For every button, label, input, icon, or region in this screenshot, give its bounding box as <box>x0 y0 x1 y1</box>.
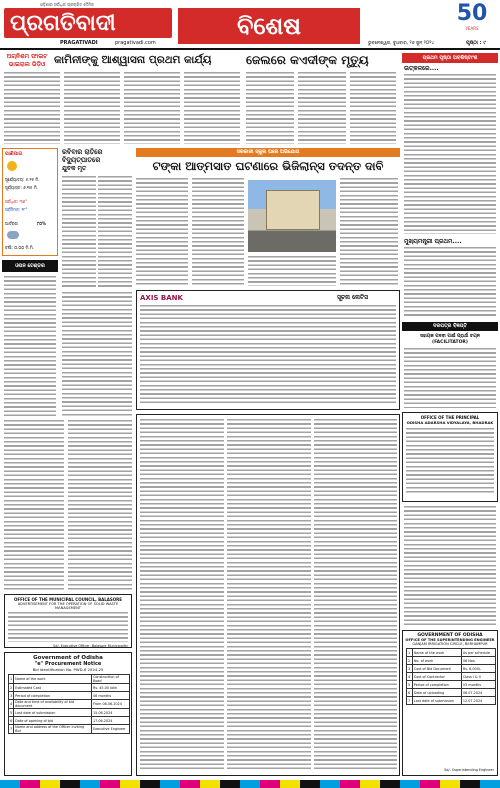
table-row <box>9 692 130 700</box>
masthead-tagline: ଓଡ଼ିଶାର ସର୍ବାଧିକ ପ୍ରଚାରିତ ଦୈନିକ <box>40 2 94 7</box>
humid-label: ଆର୍ଦ୍ରତା <box>5 221 18 226</box>
rain: ବର୍ଷା: ୦.୦୦ ମି.ମି. <box>5 245 34 250</box>
table-cell-n: 5 <box>10 710 13 715</box>
table-cell-n: 6 <box>10 718 13 723</box>
tender-col-3 <box>314 419 397 771</box>
college-notice <box>402 412 498 502</box>
top-left-headline: କାମିନୀଙ୍କୁ ଆଶ୍ୱାସନା ପ୍ରଥମ କାର୍ଯ୍ୟ <box>54 54 212 66</box>
eproc-table <box>8 674 130 734</box>
table-cell-label: Name and address of the Officer Inviting Bid <box>14 725 92 734</box>
table-row <box>9 709 130 717</box>
right-mid-ad <box>404 506 496 626</box>
photo-building <box>266 190 320 230</box>
eproc-notice <box>4 652 132 776</box>
sunrise: ସୂର୍ଯ୍ୟୋଦୟ: ୫.୧୫ ମି. <box>5 177 40 182</box>
table-row <box>9 717 130 725</box>
table-cell-n: 2 <box>407 657 413 665</box>
table-row <box>407 697 496 705</box>
axis-bank-ad <box>136 290 400 410</box>
temp-max: ସର୍ବାଧିକ: ୩୬° <box>5 199 28 204</box>
municipal-sd: Sd/- Executive Officer, Balasore Municipality <box>53 644 128 648</box>
table-cell-val: Rs. 6,000/- <box>461 665 495 673</box>
se-sd: Sd/- Superintending Engineer <box>444 768 494 772</box>
website: pragativadi.com <box>115 40 156 46</box>
table-cell-label: Last date of submission <box>412 697 461 705</box>
left-notice-box <box>2 260 58 272</box>
table-cell-val: 06 Nos. <box>461 657 495 665</box>
center-headline: ଟଙ୍କା ଆତ୍ମସାତ ଘଟଣାରେ ଭିଜିଲାନ୍ସ ତଦନ୍ତ ଦାବି <box>152 159 384 173</box>
color-registration-strip <box>0 780 500 788</box>
table-row <box>407 681 496 689</box>
table-cell-val: From 08.06.2024 <box>91 700 129 709</box>
table-cell-val: 17.06.2024 <box>91 717 129 725</box>
table-cell-val: 15.06.2024 <box>91 709 129 717</box>
college-name: ODISHA ADARSHA VIDYALAYA, BHADRAK <box>406 420 494 425</box>
left-notice-title: ଓପନ ଟେଣ୍ଡର <box>15 263 45 269</box>
table-cell-val: Class I & II <box>461 673 495 681</box>
municipal-sub: ADVERTISEMENT FOR THE OPERATION OF SOLID WASTE MANAGEMENT <box>17 602 119 610</box>
table-cell-label: Cost of Contractor <box>412 673 461 681</box>
table-row <box>9 675 130 684</box>
facilitator-title: ସହାୟକ ପଦବୀ ପାଇଁ ପ୍ରାର୍ଥୀ ଚୟନ (FACILITATOR) <box>420 334 480 345</box>
municipal-notice <box>4 594 132 648</box>
center-kicker-bar <box>136 148 400 157</box>
table-cell-val: Executive Engineer <box>91 725 129 734</box>
sun-icon <box>7 161 17 171</box>
humid-val: ୮୦% <box>37 221 46 226</box>
tender-col-2 <box>227 419 311 771</box>
section-title-box <box>178 8 360 44</box>
se-circle: GANJAM IRRIGATION CIRCLE, BERHAMPUR <box>412 642 488 646</box>
table-cell-n: 7 <box>407 697 413 705</box>
municipal-office: OFFICE OF THE MUNICIPAL COUNCIL, BALASORE <box>14 597 122 602</box>
municipal-body <box>8 612 128 642</box>
divider <box>0 48 500 50</box>
top-left-body-4 <box>184 72 240 144</box>
date-line: ଭୁବନେଶ୍ୱର, ବୁଧବାର, ୨୬ ଜୁନ୍ ୨୦୨୪ <box>368 41 435 46</box>
right-sub-2: ମୁଖ୍ୟମନ୍ତ୍ରୀ ପ୍ରଥମ.... <box>404 238 462 245</box>
axis-bank-body <box>140 305 396 405</box>
logo <box>4 8 172 38</box>
se-table <box>406 648 496 705</box>
anniversary-logo <box>452 2 492 36</box>
table-cell-label: Period of completion <box>412 681 461 689</box>
anniv-number: 50 <box>456 1 488 26</box>
lower-left-col <box>4 420 64 590</box>
table-cell-n: 5 <box>407 681 413 689</box>
center-body-2 <box>192 178 244 286</box>
table-cell-label: Name of the work <box>412 649 461 657</box>
left-story-sub: ଯୁବକ ମୃତ <box>62 165 87 172</box>
top-left-kicker: ଅଗ୍ନିଶମ ଫାଇଟ <box>6 53 48 60</box>
top-mid-body-1 <box>246 72 294 144</box>
top-left-body-1 <box>4 72 60 144</box>
facilitator-body <box>404 348 496 408</box>
center-photo-caption <box>248 256 336 286</box>
tender-col-1 <box>140 419 224 771</box>
top-mid-body-2 <box>298 72 346 144</box>
right-box-header <box>402 53 498 63</box>
right-sub-1: ଉତ୍କଳରେ.... <box>404 65 439 72</box>
table-cell-n: 3 <box>10 693 13 698</box>
table-cell-n: 1 <box>407 649 413 657</box>
right-box-title: ପ୍ରଥମ ପୃଷ୍ଠା ଅବଶିଷ୍ଟାଂଶ <box>422 55 478 61</box>
eproc-title: "e" Procurement Notice <box>34 661 102 667</box>
table-cell-val: 12.07.2024 <box>461 697 495 705</box>
axis-bank-notice-title: ସୂଚନା ନୋଟିସ <box>337 294 368 301</box>
table-cell-val: 03 months <box>461 681 495 689</box>
table-cell-n: 6 <box>407 689 413 697</box>
table-cell-val: 06.07.2024 <box>461 689 495 697</box>
table-cell-n: 2 <box>10 685 13 690</box>
logo-text: ପ୍ରଗତିବାଦୀ <box>10 10 116 36</box>
table-row <box>407 665 496 673</box>
rain-icon <box>7 231 19 239</box>
se-govt: GOVERNMENT OF ODISHA <box>417 633 483 638</box>
table-cell-val: Construction of Road <box>91 675 129 684</box>
weather-box <box>2 148 58 256</box>
table-cell-n: 4 <box>9 700 14 709</box>
weather-title: ପାଣିପାଗ <box>5 151 23 157</box>
center-kicker: ସରକାରୀ ସ୍କୁଲ ଘରେ ଅଭିଯୋଗ <box>236 149 300 155</box>
table-row <box>407 657 496 665</box>
masthead <box>0 0 500 52</box>
logo-sub: PRAGATIVADI <box>60 40 98 46</box>
table-cell-label: Period of completion <box>14 692 92 700</box>
section-title: ବିଶେଷ <box>237 11 301 40</box>
se-office: OFFICE OF THE SUPERINTENDING ENGINEER <box>405 638 495 642</box>
temp-min: ସର୍ବନିମ୍ନ: ୨୮° <box>5 207 28 212</box>
right-ad-title: ଦରପତ୍ର ବିଜ୍ଞପ୍ତି <box>433 323 467 329</box>
left-story-body-2 <box>98 176 132 288</box>
axis-bank-logo: AXIS BANK <box>140 294 183 302</box>
center-body-3 <box>340 178 398 286</box>
top-mid-body-3 <box>350 72 396 144</box>
table-cell-val: As per schedule <box>461 649 495 657</box>
table-cell-label: Date of uploading <box>412 689 461 697</box>
top-left-body-2 <box>64 72 120 144</box>
table-cell-n: 1 <box>9 675 14 684</box>
table-row <box>9 700 130 709</box>
table-cell-label: Last date of submission <box>14 709 92 717</box>
page-label: ପୃଷ୍ଠା : ୯ <box>466 40 486 46</box>
table-cell-label: Date of opening of bid <box>14 717 92 725</box>
left-story-title: ରବିବାର ରାତିରେ ବିଦ୍ୟୁତ୍‌ଘାତରେ <box>62 148 103 164</box>
table-cell-n: 3 <box>407 665 413 673</box>
left-col2-body <box>62 292 132 416</box>
eproc-bid: Bid Identification No. PWD-6 2024-25 <box>32 667 104 672</box>
center-body-1 <box>136 178 188 286</box>
college-body <box>406 428 494 494</box>
top-mid-headline: ଜେଲରେ କଏଦୀଙ୍କ ମୃତ୍ୟୁ <box>246 53 369 67</box>
table-row <box>407 689 496 697</box>
right-ad-header <box>402 322 498 331</box>
table-cell-n: 4 <box>407 673 413 681</box>
anniv-label: YEARS <box>465 26 479 31</box>
table-cell-label: Date and time of availability of bid document <box>14 700 92 709</box>
right-body-1 <box>404 74 496 234</box>
table-row <box>407 649 496 657</box>
sunset: ସୂର୍ଯ୍ୟାସ୍ତ: ୬.୩୫ ମି. <box>5 185 39 190</box>
table-cell-val: 06 months <box>91 692 129 700</box>
table-row <box>9 725 130 734</box>
top-left-sub: ଭାଇରାଲ ଭିଡ଼ିଓ <box>8 61 46 68</box>
table-cell-label: Cost of Bid Document <box>412 665 461 673</box>
lower-left-col2 <box>68 420 132 590</box>
table-cell-label: Name of the work <box>14 675 92 684</box>
table-cell-label: Estimated Cost <box>14 684 92 692</box>
top-left-body-3 <box>124 72 180 144</box>
table-cell-val: Rs. 45.00 lakh <box>91 684 129 692</box>
left-notice-body <box>4 276 56 416</box>
table-row <box>407 673 496 681</box>
se-notice <box>402 630 498 776</box>
table-row <box>9 684 130 692</box>
college-office: OFFICE OF THE PRINCIPAL <box>420 415 480 420</box>
left-story-body-1 <box>62 176 96 288</box>
table-cell-label: No. of work <box>412 657 461 665</box>
center-photo <box>248 180 336 252</box>
right-body-2 <box>404 247 496 317</box>
tender-ad-block <box>136 414 400 776</box>
table-cell-n: 7 <box>9 725 14 734</box>
eproc-govt: Government of Odisha <box>33 655 103 661</box>
